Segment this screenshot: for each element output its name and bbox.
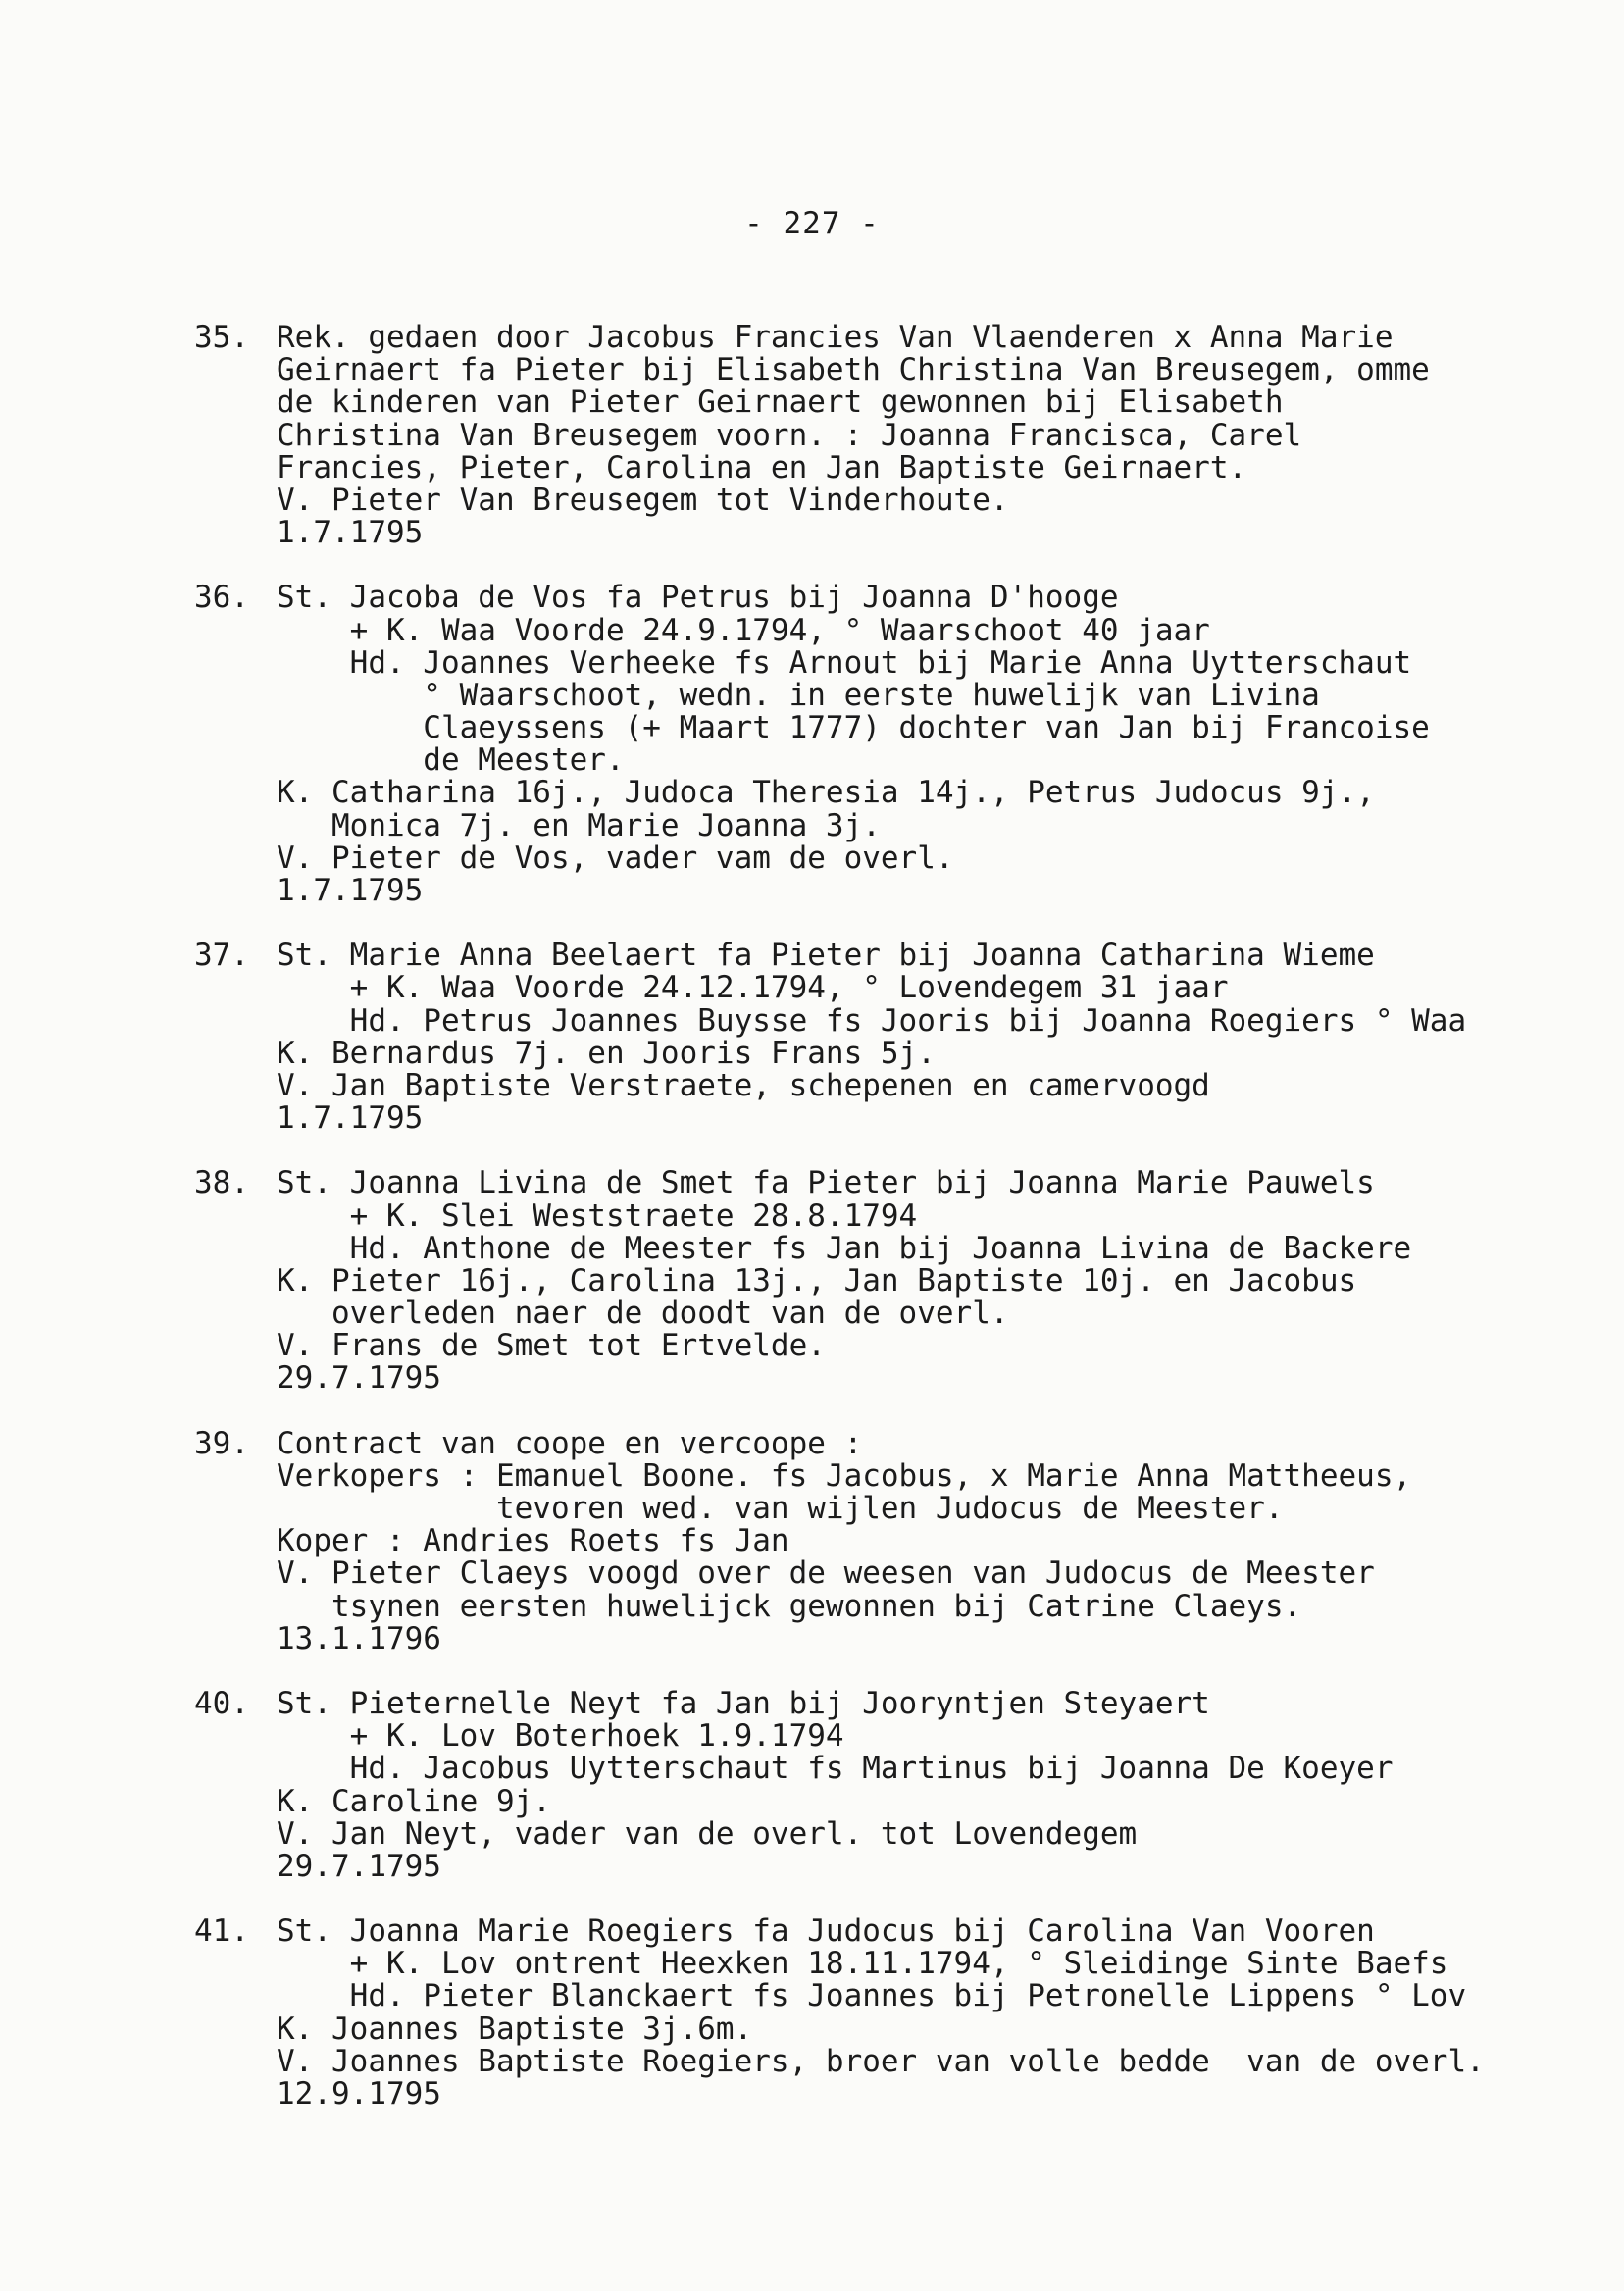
entry-line: 29.7.1795	[277, 1848, 441, 1884]
page-number: - 227 -	[744, 206, 880, 241]
entry-line: St. Jacoba de Vos fa Petrus bij Joanna D'hooge	[277, 580, 1119, 616]
entry-number: 36.	[194, 580, 249, 616]
entry-line: + K. Waa Voorde 24.9.1794, ° Waarschoot 40 jaar	[277, 612, 1210, 648]
entry-line: de Meester.	[277, 742, 625, 779]
entry-line: Claeyssens (+ Maart 1777) dochter van Jan bij Francoise	[277, 710, 1430, 746]
entry-line: K. Pieter 16j., Carolina 13j., Jan Baptiste 10j. en Jacobus	[277, 1262, 1357, 1298]
entry-line: 1.7.1795	[277, 1100, 424, 1137]
entry-text	[277, 940, 1587, 1135]
entry-line: de kinderen van Pieter Geirnaert gewonnen bij Elisabeth	[277, 384, 1284, 421]
entry-line: + K. Waa Voorde 24.12.1794, ° Lovendegem 31 jaar	[277, 970, 1229, 1006]
entry-line: Geirnaert fa Pieter bij Elisabeth Christina Van Breusegem, omme	[277, 352, 1430, 388]
entry-line: 1.7.1795	[277, 515, 424, 551]
entry-line: ° Waarschoot, wedn. in eerste huwelijk van Livina	[277, 677, 1320, 713]
entry-item	[194, 940, 1587, 1135]
entry-line: Christina Van Breusegem voorn. : Joanna Francisca, Carel	[277, 417, 1302, 453]
entry-line: Verkopers : Emanuel Boone. fs Jacobus, x Marie Anna Mattheeus,	[277, 1457, 1412, 1494]
entry-text	[277, 1167, 1587, 1395]
entry-line: Monica 7j. en Marie Joanna 3j.	[277, 807, 881, 843]
entry-item	[194, 1425, 1587, 1656]
entry-line: + K. Slei Weststraete 28.8.1794	[277, 1197, 918, 1234]
entry-line: Rek. gedaen door Jacobus Francies Van Vlaenderen x Anna Marie	[277, 320, 1394, 355]
entry-line: K. Caroline 9j.	[277, 1783, 551, 1819]
entries-list	[194, 322, 1587, 2143]
entry-line: Hd. Jacobus Uytterschaut fs Martinus bij Joanna De Koeyer	[277, 1751, 1394, 1787]
entry-line: Contract van coope en vercoope :	[277, 1425, 863, 1461]
entry-item	[194, 1915, 1587, 2111]
entry-line: 13.1.1796	[277, 1620, 441, 1656]
entry-line: St. Pieternelle Neyt fa Jan bij Jooryntjen Steyaert	[277, 1685, 1210, 1721]
entry-line: overleden naer de doodt van de overl.	[277, 1296, 1009, 1332]
entry-line: St. Joanna Livina de Smet fa Pieter bij Joanna Marie Pauwels	[277, 1165, 1375, 1201]
entry-item	[194, 582, 1587, 907]
entry-line: + K. Lov Boterhoek 1.9.1794	[277, 1718, 844, 1755]
entry-text	[277, 1425, 1587, 1656]
entry-line: Hd. Joannes Verheeke fs Arnout bij Marie Anna Uytterschaut	[277, 644, 1412, 681]
entry-line: V. Jan Baptiste Verstraete, schepenen en camervoogd	[277, 1067, 1210, 1103]
entry-line: Francies, Pieter, Carolina en Jan Baptiste Geirnaert.	[277, 449, 1247, 485]
entry-line: V. Pieter Claeys voogd over de weesen van Judocus de Meester	[277, 1555, 1375, 1592]
entry-line: V. Jan Neyt, vader van de overl. tot Lovendegem	[277, 1815, 1138, 1852]
entry-line: 12.9.1795	[277, 2076, 441, 2112]
entry-item	[194, 1685, 1587, 1884]
entry-number: 38.	[194, 1165, 249, 1201]
entry-line: St. Marie Anna Beelaert fa Pieter bij Joanna Catharina Wieme	[277, 938, 1375, 974]
entry-line: St. Joanna Marie Roegiers fa Judocus bij Carolina Van Vooren	[277, 1913, 1375, 1950]
entry-number: 41.	[194, 1913, 249, 1950]
entry-item	[194, 322, 1587, 549]
entry-line: tsynen eersten huwelijck gewonnen bij Catrine Claeys.	[277, 1588, 1302, 1624]
entry-line: K. Bernardus 7j. en Jooris Frans 5j.	[277, 1035, 936, 1071]
entry-line: + K. Lov ontrent Heexken 18.11.1794, ° Sleidinge Sinte Baefs	[277, 1946, 1448, 1982]
entry-line: Hd. Petrus Joannes Buysse fs Jooris bij Joanna Roegiers ° Waa	[277, 1002, 1467, 1039]
entry-number: 37.	[194, 938, 249, 974]
entry-line: V. Frans de Smet tot Ertvelde.	[277, 1328, 826, 1364]
entry-line: tevoren wed. van wijlen Judocus de Meester.	[277, 1491, 1284, 1526]
entry-line: Hd. Anthone de Meester fs Jan bij Joanna Livina de Backere	[277, 1230, 1412, 1266]
entry-text	[277, 322, 1587, 549]
entry-line: Hd. Pieter Blanckaert fs Joannes bij Petronelle Lippens ° Lov	[277, 1978, 1467, 2014]
entry-line: 29.7.1795	[277, 1360, 441, 1397]
entry-text	[277, 582, 1587, 907]
entry-text	[277, 1915, 1587, 2111]
entry-line: K. Joannes Baptiste 3j.6m.	[277, 2011, 753, 2047]
entry-line: V. Pieter Van Breusegem tot Vinderhoute.	[277, 482, 1009, 518]
entry-number: 40.	[194, 1685, 249, 1721]
entry-line: Koper : Andries Roets fs Jan	[277, 1523, 789, 1559]
entry-text	[277, 1685, 1587, 1884]
entry-line: K. Catharina 16j., Judoca Theresia 14j., Petrus Judocus 9j.,	[277, 775, 1375, 811]
entry-item	[194, 1167, 1587, 1395]
entry-number: 35.	[194, 320, 249, 355]
entry-line: 1.7.1795	[277, 873, 424, 908]
entry-number: 39.	[194, 1425, 249, 1461]
entry-line: V. Joannes Baptiste Roegiers, broer van volle bedde van de overl.	[277, 2043, 1485, 2079]
entry-line: V. Pieter de Vos, vader vam de overl.	[277, 840, 954, 876]
